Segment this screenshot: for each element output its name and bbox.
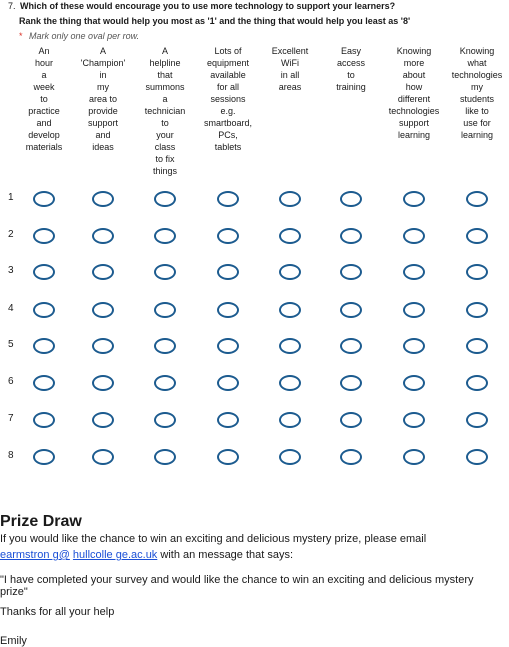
column-header-3: A helpline that summons a technician to your class to fix things xyxy=(144,46,186,176)
email-after-text: with an message that says: xyxy=(160,549,294,561)
radio-oval-row6-col7[interactable] xyxy=(403,375,425,391)
question-subtitle: Rank the thing that would help you most as '1' and the thing that would help you least as '8' xyxy=(19,16,411,26)
hint-text: Mark only one oval per row. xyxy=(29,31,140,41)
radio-oval-row5-col4[interactable] xyxy=(217,338,239,354)
radio-oval-row6-col3[interactable] xyxy=(154,375,176,391)
radio-oval-row5-col8[interactable] xyxy=(466,338,488,354)
radio-oval-row4-col8[interactable] xyxy=(466,302,488,318)
question-text: Which of these would encourage you to use more technology to support your learners? xyxy=(20,1,396,11)
row-label-5: 5 xyxy=(8,339,14,350)
radio-oval-row5-col5[interactable] xyxy=(279,338,301,354)
radio-oval-row4-col3[interactable] xyxy=(154,302,176,318)
radio-oval-row6-col8[interactable] xyxy=(466,375,488,391)
radio-oval-row1-col3[interactable] xyxy=(154,191,176,207)
row-label-6: 6 xyxy=(8,376,14,387)
required-star-icon: * xyxy=(19,31,23,41)
radio-oval-row2-col5[interactable] xyxy=(279,228,301,244)
radio-oval-row4-col7[interactable] xyxy=(403,302,425,318)
question-number: 7. xyxy=(8,1,16,11)
radio-oval-row7-col1[interactable] xyxy=(33,412,55,428)
radio-oval-row1-col6[interactable] xyxy=(340,191,362,207)
radio-oval-row4-col2[interactable] xyxy=(92,302,114,318)
thanks-text: Thanks for all your help xyxy=(0,606,115,618)
radio-oval-row8-col5[interactable] xyxy=(279,449,301,465)
radio-oval-row5-col1[interactable] xyxy=(33,338,55,354)
radio-oval-row3-col1[interactable] xyxy=(33,264,55,280)
radio-oval-row8-col1[interactable] xyxy=(33,449,55,465)
column-header-7: Knowing more about how different technologies support learning xyxy=(388,46,440,140)
radio-oval-row1-col8[interactable] xyxy=(466,191,488,207)
row-label-4: 4 xyxy=(8,303,14,314)
radio-oval-row6-col5[interactable] xyxy=(279,375,301,391)
prize-quote: "I have completed your survey and would like the chance to win an exciting and delicious mystery prize" xyxy=(0,574,474,598)
row-label-1: 1 xyxy=(8,192,14,203)
column-header-4: Lots of equipment available for all sessions e.g. smartboard, PCs, tablets xyxy=(203,46,253,152)
prize-title: Prize Draw xyxy=(0,513,82,530)
radio-oval-row7-col8[interactable] xyxy=(466,412,488,428)
prize-intro: If you would like the chance to win an exciting and delicious mystery prize, please email xyxy=(0,533,427,545)
column-header-2: A 'Champion' in my area to provide support and ideas xyxy=(80,46,126,152)
row-label-7: 7 xyxy=(8,413,14,424)
radio-oval-row7-col2[interactable] xyxy=(92,412,114,428)
radio-oval-row3-col4[interactable] xyxy=(217,264,239,280)
row-label-2: 2 xyxy=(8,229,14,240)
radio-oval-row3-col7[interactable] xyxy=(403,264,425,280)
email-domain-link[interactable]: hullcolle ge.ac.uk xyxy=(72,549,158,561)
radio-oval-row6-col1[interactable] xyxy=(33,375,55,391)
radio-oval-row7-col7[interactable] xyxy=(403,412,425,428)
radio-oval-row6-col4[interactable] xyxy=(217,375,239,391)
radio-oval-row3-col5[interactable] xyxy=(279,264,301,280)
radio-oval-row1-col4[interactable] xyxy=(217,191,239,207)
question-title xyxy=(8,1,395,11)
radio-oval-row8-col6[interactable] xyxy=(340,449,362,465)
radio-oval-row4-col1[interactable] xyxy=(33,302,55,318)
radio-oval-row7-col4[interactable] xyxy=(217,412,239,428)
radio-oval-row8-col7[interactable] xyxy=(403,449,425,465)
radio-oval-row5-col2[interactable] xyxy=(92,338,114,354)
radio-oval-row7-col5[interactable] xyxy=(279,412,301,428)
column-header-5: Excellent WiFi in all areas xyxy=(271,46,309,92)
radio-oval-row1-col1[interactable] xyxy=(33,191,55,207)
column-header-8: Knowing what technologies my students like to use for learning xyxy=(451,46,503,140)
radio-oval-row4-col5[interactable] xyxy=(279,302,301,318)
radio-oval-row3-col3[interactable] xyxy=(154,264,176,280)
radio-oval-row8-col8[interactable] xyxy=(466,449,488,465)
radio-oval-row3-col8[interactable] xyxy=(466,264,488,280)
radio-oval-row3-col2[interactable] xyxy=(92,264,114,280)
radio-oval-row5-col3[interactable] xyxy=(154,338,176,354)
radio-oval-row8-col4[interactable] xyxy=(217,449,239,465)
radio-oval-row7-col6[interactable] xyxy=(340,412,362,428)
radio-oval-row2-col4[interactable] xyxy=(217,228,239,244)
radio-oval-row1-col5[interactable] xyxy=(279,191,301,207)
radio-oval-row8-col2[interactable] xyxy=(92,449,114,465)
radio-oval-row8-col3[interactable] xyxy=(154,449,176,465)
signature: Emily xyxy=(0,635,27,647)
email-user-link[interactable]: earmstron g@ xyxy=(0,549,70,561)
column-header-1: An hour a week to practice and develop materials xyxy=(25,46,63,152)
radio-oval-row5-col7[interactable] xyxy=(403,338,425,354)
radio-oval-row2-col3[interactable] xyxy=(154,228,176,244)
row-label-3: 3 xyxy=(8,265,14,276)
radio-oval-row7-col3[interactable] xyxy=(154,412,176,428)
radio-oval-row2-col7[interactable] xyxy=(403,228,425,244)
radio-oval-row6-col6[interactable] xyxy=(340,375,362,391)
radio-oval-row2-col6[interactable] xyxy=(340,228,362,244)
question-hint xyxy=(19,31,139,41)
radio-oval-row3-col6[interactable] xyxy=(340,264,362,280)
prize-email-line xyxy=(0,549,293,561)
radio-oval-row4-col4[interactable] xyxy=(217,302,239,318)
radio-oval-row5-col6[interactable] xyxy=(340,338,362,354)
radio-oval-row2-col1[interactable] xyxy=(33,228,55,244)
radio-oval-row6-col2[interactable] xyxy=(92,375,114,391)
radio-oval-row1-col2[interactable] xyxy=(92,191,114,207)
column-header-6: Easy access to training xyxy=(336,46,366,92)
radio-oval-row1-col7[interactable] xyxy=(403,191,425,207)
radio-oval-row2-col8[interactable] xyxy=(466,228,488,244)
row-label-8: 8 xyxy=(8,450,14,461)
radio-oval-row2-col2[interactable] xyxy=(92,228,114,244)
radio-oval-row4-col6[interactable] xyxy=(340,302,362,318)
